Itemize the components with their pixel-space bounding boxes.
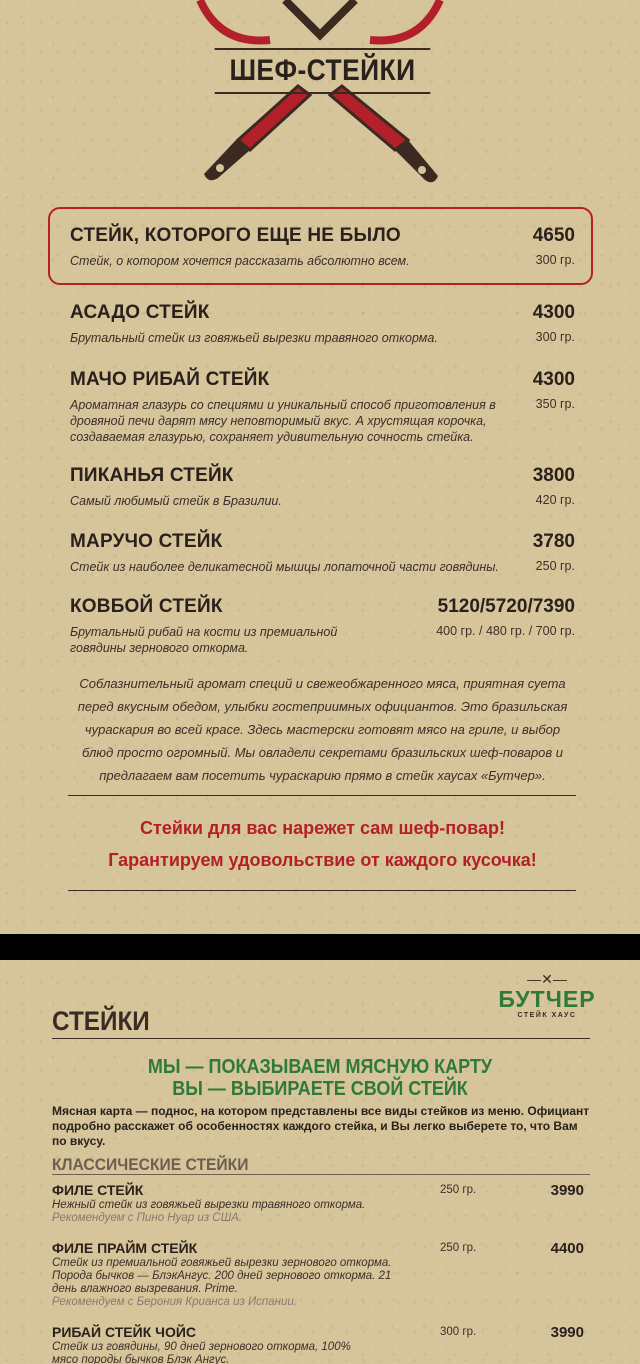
item-description: Ароматная глазурь со специями и уникальный способ приготовления в дровяной печи дарят мясу неповторимый вкус. А хрустящая корочка, создаваемая глазурью, сохраняет удивительную сочность стейка. xyxy=(70,398,496,444)
promo-line-2: Гарантируем удовольствие от каждого кусочка! xyxy=(108,850,537,870)
item-name: МАЧО РИБАЙ СТЕЙК xyxy=(70,369,270,390)
slogan-line-1: МЫ — ПОКАЗЫВАЕМ МЯСНУЮ КАРТУ xyxy=(147,1056,493,1078)
item-weight: 400 гр. / 480 гр. / 700 гр. xyxy=(436,624,575,638)
menu-item[interactable] xyxy=(70,225,575,269)
page-title: ШЕФ-СТЕЙКИ xyxy=(215,48,431,94)
section-page-title: СТЕЙКИ xyxy=(52,1006,150,1036)
divider xyxy=(68,795,576,796)
item-description: Стейк из наиболее деликатесной мышцы лопаточной части говядины. xyxy=(70,560,499,574)
crossed-knives-icon xyxy=(190,0,450,190)
item-description: Брутальный рибай на кости из премиальной говядины зернового откорма. xyxy=(70,625,338,655)
item-weight: 250 гр. xyxy=(440,1242,477,1254)
menu-item[interactable] xyxy=(52,1182,584,1225)
item-price: 3990 xyxy=(550,1324,584,1341)
item-name: СТЕЙК, КОТОРОГО ЕЩЕ НЕ БЫЛО xyxy=(70,225,401,246)
item-name: ПИКАНЬЯ СТЕЙК xyxy=(70,465,234,486)
divider xyxy=(68,890,576,891)
item-name: КОВБОЙ СТЕЙК xyxy=(70,596,223,617)
item-price: 3990 xyxy=(550,1182,584,1199)
item-price: 3780 xyxy=(532,531,575,552)
item-price: 4400 xyxy=(550,1240,584,1257)
item-weight: 350 гр. xyxy=(535,397,575,411)
brand-name: БУТЧЕР xyxy=(498,986,596,1012)
restaurant-description: Соблазнительный аромат специй и свежеобжаренного мяса, приятная суета перед вкусным обедом, улыбки гостеприимных официантов. Это бразильская чураскария во всей красе. Здесь мастерски готовят мясо на гриле, и выбор блюд просто огромный. Мы овладели секретами бразильских шеф-поваров и предлагаем вам посетить чураскарию прямо в стейк хаусах «Бутчер». xyxy=(77,676,568,783)
brand-logo xyxy=(492,972,602,1019)
item-recommendation: Рекомендуем с Берония Крианса из Испании. xyxy=(52,1296,297,1308)
menu-item[interactable] xyxy=(52,1324,584,1364)
menu-item[interactable] xyxy=(70,596,575,656)
slogan-line-2: ВЫ — ВЫБИРАЕТЕ СВОЙ СТЕЙК xyxy=(172,1078,468,1100)
item-price: 4300 xyxy=(532,369,575,390)
item-name: ФИЛЕ ПРАЙМ СТЕЙК xyxy=(52,1240,198,1256)
promo-line-1: Стейки для вас нарежет сам шеф-повар! xyxy=(140,818,505,838)
item-description: Стейк из говядины, 90 дней зернового откорма, 100% мясо породы бычков Блэк Ангус. xyxy=(52,1341,351,1364)
intro-text: Мясная карта — поднос, на котором представлены все виды стейков из меню. Официант подробно расскажет об особенностях каждого стейка, и Вы легко выберете то, что Вам по вкусу. xyxy=(52,1104,590,1148)
section-underline xyxy=(52,1174,590,1175)
menu-item[interactable] xyxy=(52,1240,584,1309)
item-weight: 300 гр. xyxy=(440,1326,477,1338)
menu-item[interactable] xyxy=(70,465,575,509)
section-heading: КЛАССИЧЕСКИЕ СТЕЙКИ xyxy=(52,1155,249,1174)
menu-page-steaks xyxy=(0,960,640,1364)
slogan xyxy=(113,1056,527,1100)
menu-item[interactable] xyxy=(70,369,575,445)
item-price: 4650 xyxy=(532,225,575,246)
item-description: Стейк, о котором хочется рассказать абсолютно всем. xyxy=(70,254,410,268)
item-name: МАРУЧО СТЕЙК xyxy=(70,531,223,552)
menu-item[interactable] xyxy=(70,302,575,346)
item-description: Нежный стейк из говяжьей вырезки травяного откорма. xyxy=(52,1199,366,1211)
item-price: 3800 xyxy=(532,465,575,486)
item-name: АСАДО СТЕЙК xyxy=(70,302,210,323)
item-weight: 420 гр. xyxy=(535,493,575,507)
item-price: 5120/5720/7390 xyxy=(437,596,575,617)
menu-item[interactable] xyxy=(70,531,575,575)
item-name: ФИЛЕ СТЕЙК xyxy=(52,1182,144,1198)
item-recommendation: Рекомендуем с Пино Нуар из США. xyxy=(52,1212,243,1224)
brand-subtitle: СТЕЙК ХАУС xyxy=(517,1012,577,1019)
title-underline xyxy=(52,1038,590,1039)
item-name: РИБАЙ СТЕЙК ЧОЙС xyxy=(52,1324,197,1340)
item-weight: 300 гр. xyxy=(535,330,575,344)
item-weight: 300 гр. xyxy=(535,253,575,267)
item-weight: 250 гр. xyxy=(535,559,575,573)
item-price: 4300 xyxy=(532,302,575,323)
item-weight: 250 гр. xyxy=(440,1184,477,1196)
item-description: Самый любимый стейк в Бразилии. xyxy=(70,494,282,508)
crossed-knives-small-icon: —✕— xyxy=(527,971,567,987)
item-description: Стейк из премиальной говяжьей вырезки зернового откорма. Порода бычков — БлэкАнгус. 200 дней зернового откорма. 21 день влажного вызревания. Prime. xyxy=(52,1257,392,1295)
item-description: Брутальный стейк из говяжьей вырезки травяного откорма. xyxy=(70,331,438,345)
